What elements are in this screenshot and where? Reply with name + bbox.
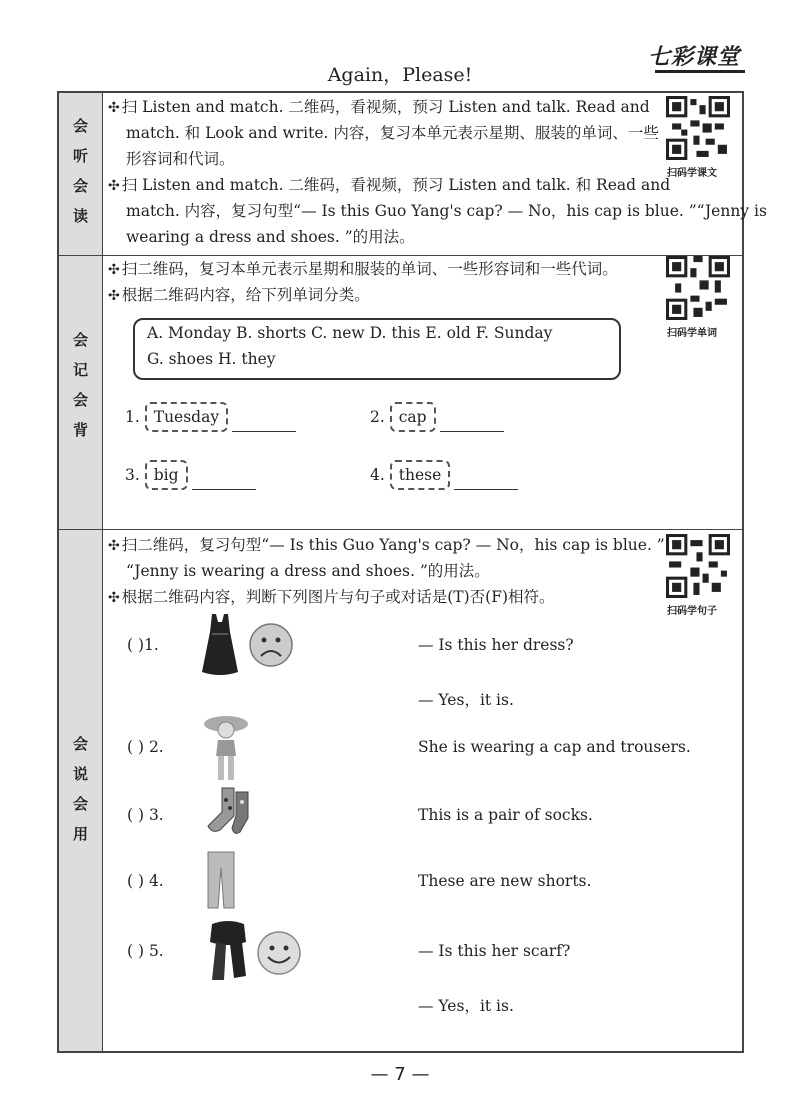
word-frame: cap [390,402,436,432]
qr-code-icon[interactable] [666,96,730,160]
girl-hat-icon [200,712,256,782]
judge-question-1[interactable]: ( )1. [127,636,159,654]
section1-line-6: wearing a dress and shoes. ”的用法。 [126,228,415,246]
bullet-icon: ✣ [108,262,120,278]
trousers-icon [204,850,238,910]
bullet-icon: ✣ [108,100,120,116]
socks-icon [200,786,262,838]
answer-blank[interactable] [440,431,504,432]
qr-caption: 扫码学单词 [667,328,717,339]
section3-line-2: “Jenny is wearing a dress and shoes. ”的用法。 [126,562,490,580]
answer-blank[interactable] [232,431,296,432]
bullet-icon: ✣ [108,590,120,606]
section1-line-2: match. 和 Look and write. 内容，复习本单元表示星期、服装的单词、一些 [126,124,659,142]
question-2-line-1: She is wearing a cap and trousers. [418,738,691,756]
judge-question-5[interactable]: ( ) 5. [127,942,164,960]
brand-underline [655,70,745,73]
qr-code-icon[interactable] [666,256,730,320]
options-line-2: G. shoes H. they [147,350,276,368]
bullet-icon: ✣ [108,538,120,554]
judge-question-2[interactable]: ( ) 2. [127,738,164,756]
section1-label: 会 听 会 读 [72,117,88,225]
word-frame: big [145,460,188,490]
qr-caption: 扫码学句子 [667,606,717,617]
question-1-line-1: — Is this her dress? [418,636,574,654]
section2-label: 会 记 会 背 [72,331,88,439]
section3-label: 会 说 会 用 [72,735,88,843]
section1-line-3: 形容词和代词。 [126,150,235,168]
qr-caption: 扫码学课文 [667,168,717,179]
question-5-line-2: — Yes，it is. [418,997,514,1015]
side-column [59,93,103,1051]
smiley-face-icon [256,930,302,976]
question-5-line-1: — Is this her scarf? [418,942,571,960]
word-frame: Tuesday [145,402,228,432]
word-frame: these [390,460,451,490]
section3-line-1: ✣ 扫二维码，复习句型“— Is this Guo Yang's cap? — No，his cap is blue. ” [108,536,665,554]
question-4-line-1: These are new shorts. [418,872,592,890]
options-line-1: A. Monday B. shorts C. new D. this E. old F. Sunday [147,324,553,342]
section1-line-1: ✣ 扫 Listen and match. 二维码，看视频，预习 Listen and talk. Read and [108,98,650,116]
question-1-line-2: — Yes，it is. [418,691,514,709]
dress-icon [198,612,242,678]
section2-line-2: ✣ 根据二维码内容，给下列单词分类。 [108,286,370,304]
answer-blank[interactable] [454,489,518,490]
classify-item-1: 1. Tuesday [125,402,296,432]
section1-line-4: ✣ 扫 Listen and match. 二维码，看视频，预习 Listen and talk. 和 Read and [108,176,671,194]
question-3-line-1: This is a pair of socks. [418,806,593,824]
qr-code-icon[interactable] [666,534,730,598]
brand-logo: 七彩课堂 [647,44,740,70]
judge-question-3[interactable]: ( ) 3. [127,806,164,824]
page-number: — 7 — [370,1064,430,1085]
classify-item-3: 3. big [125,460,256,490]
sad-face-icon [248,622,294,668]
scarf-icon [204,920,252,986]
section-divider-2 [59,529,742,530]
bullet-icon: ✣ [108,288,120,304]
page-title: Again，Please! [327,64,473,86]
classify-item-4: 4. these [370,460,518,490]
word-options-box [133,318,621,380]
section3-line-3: ✣ 根据二维码内容，判断下列图片与句子或对话是(T)否(F)相符。 [108,588,555,606]
section2-line-1: ✣ 扫二维码，复习本单元表示星期和服装的单词、一些形容词和一些代词。 [108,260,618,278]
judge-question-4[interactable]: ( ) 4. [127,872,164,890]
bullet-icon: ✣ [108,178,120,194]
classify-item-2: 2. cap [370,402,504,432]
section1-line-5: match. 内容，复习句型“— Is this Guo Yang's cap? — No，his cap is blue. ”“Jenny is [126,202,767,220]
answer-blank[interactable] [192,489,256,490]
